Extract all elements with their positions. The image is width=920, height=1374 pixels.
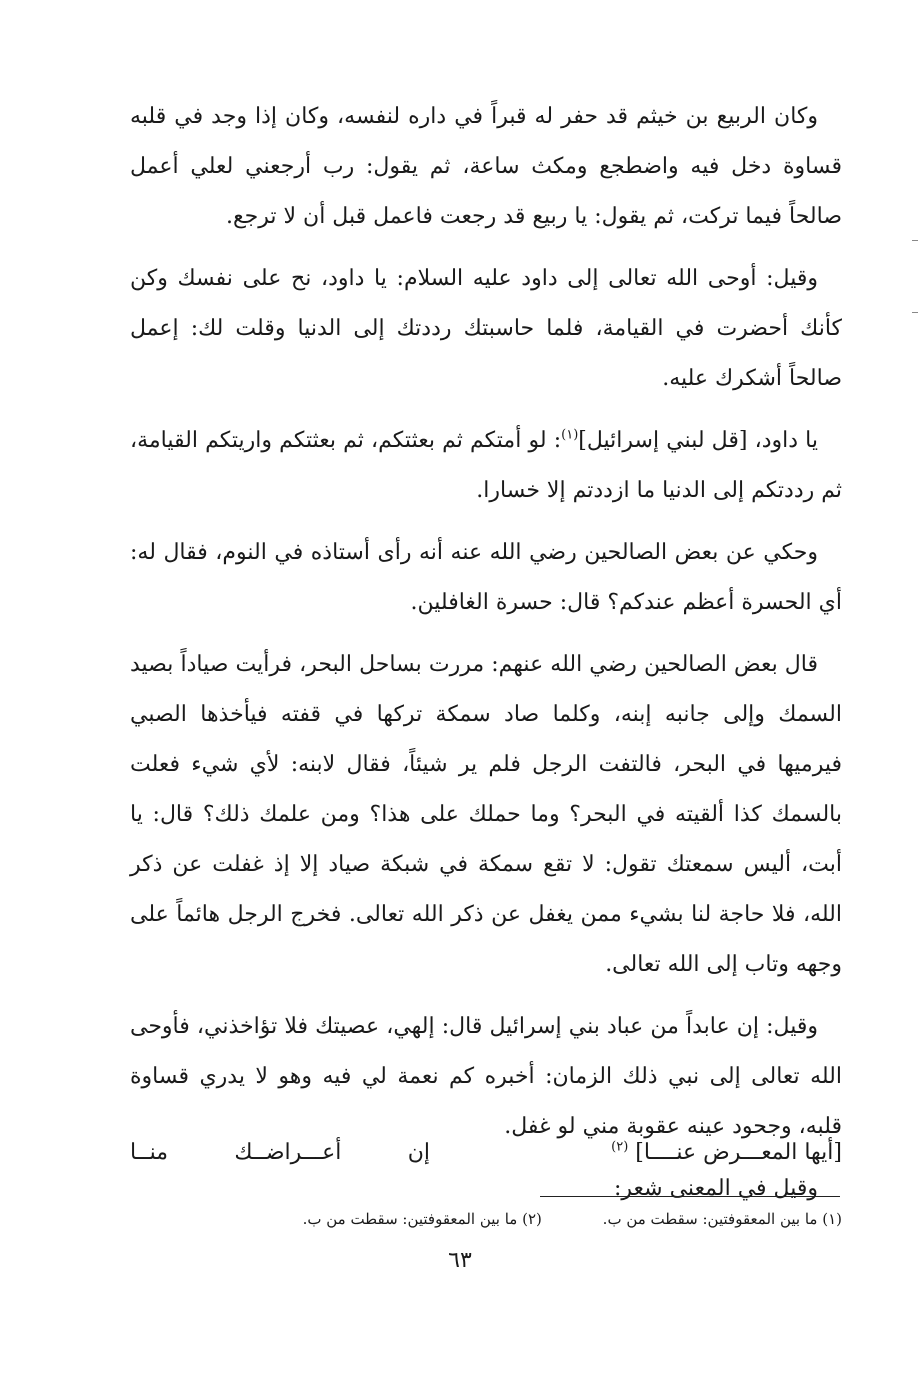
paragraph-david-israel [130, 416, 842, 516]
paragraph-fisherman: قال بعض الصالحين رضي الله عنهم: مررت بساحل البحر، فرأيت صياداً بصيد السمك وإلى جانبه إبنه، وكلما صاد سمكة تركها في قفته فيأخذها الصبي فيرميها في البحر، فالتفت الرجل فلم ير شيئاً، فقال لابنه: لأي شيء فعلت بالسمك كذا ألقيته في البحر؟ وما حملك على هذا؟ ومن علمك ذلك؟ قال: يا أبت، أليس سمعتك تقول: لا تقع سمكة في شبكة صياد إلا إذ غفلت عن ذكر الله، فلا حاجة لنا بشيء ممن يغفل عن ذكر الله تعالى. فخرج الرجل هائماً على وجهه وتاب إلى الله تعالى. [130, 652, 842, 977]
footnote-2: (٢) ما بين المعقوفتين: سقطت من ب. [302, 1210, 542, 1228]
margin-mark [912, 240, 918, 241]
main-text [130, 92, 842, 1214]
david-text-after: : لو أمتكم ثم بعثتكم، ثم بعثتكم واريتكم القيامة، ثم رددتكم إلى الدنيا ما ازددتم إلا خسارا. [130, 428, 842, 503]
footnote-separator [540, 1196, 840, 1197]
paragraph-rabi: وكان الربيع بن خيثم قد حفر له قبراً في داره لنفسه، وكان إذا وجد في قلبه قساوة دخل فيه واضطجع ومكث ساعة، ثم يقول: رب أرجعني لعلي أعمل صالحاً فيما تركت، ثم يقول: يا ربيع قد رجعت فاعمل قبل أن لا ترجع. [130, 104, 842, 229]
paragraph-dream: وحكي عن بعض الصالحين رضي الله عنه أنه رأى أستاذه في النوم، فقال له: أي الحسرة أعظم عندكم؟ قال: حسرة الغافلين. [130, 540, 842, 615]
verse-first-hemistich [611, 1128, 842, 1178]
paragraph-david-revelation: وقيل: أوحى الله تعالى إلى داود عليه السلام: يا داود، نح على نفسك وكن كأنك أحضرت في القيامة، فلما حاسبتك رددتك إلى الدنيا وقلت لك: إعمل صالحاً أشكرك عليه. [130, 266, 842, 391]
verse-second-hemistich: إن أعـــراضــك منــا [130, 1140, 430, 1165]
page-number: ٦٣ [448, 1248, 472, 1273]
david-text-before: يا داود، [قل لبني إسرائيل] [578, 428, 818, 453]
footnote-1: (١) ما بين المعقوفتين: سقطت من ب. [602, 1210, 842, 1228]
margin-mark [912, 312, 918, 313]
footnote-marker-2: (٢) [611, 1139, 629, 1155]
footnotes [130, 1206, 842, 1232]
footnote-marker-1: (١) [561, 427, 579, 443]
paragraph-worshipper: وقيل: إن عابداً من عباد بني إسرائيل قال: إلهي، عصيتك فلا تؤاخذني، فأوحى الله تعالى إلى نبي ذلك الزمان: أخبره كم نعمة لي فيه وهو لا يدري قساوة قلبه، وجحود عينه عقوبة مني لو غفل. [130, 1014, 842, 1139]
verse-intro: وقيل في المعنى شعر: [614, 1176, 818, 1201]
poem-verse [130, 1128, 842, 1178]
verse-first-text: [أيها المعـــرض عنــــا] [635, 1140, 842, 1165]
